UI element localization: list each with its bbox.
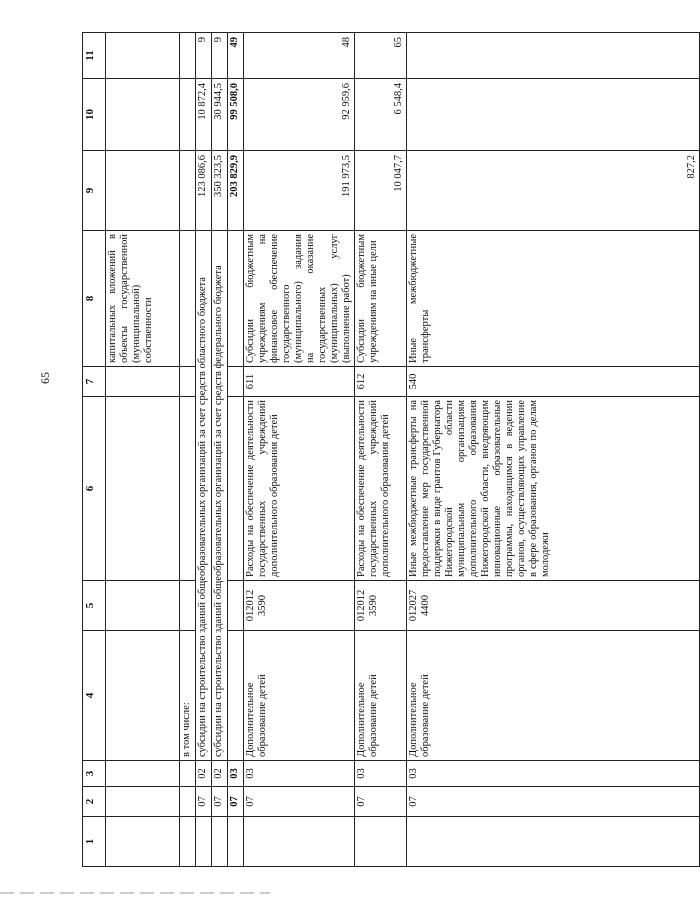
cell [228,581,244,631]
budget-table [82,32,700,867]
cell [106,581,180,631]
cell [228,397,244,581]
cell [180,761,196,787]
page-number: 65 [38,372,52,384]
cell-subsection: 03 [244,761,355,787]
cell-amount: 827,2 [407,151,700,231]
col-header-1: 1 [83,817,106,867]
cell [106,397,180,581]
cell-section: 07 [407,787,700,817]
cell-amount-executed: 99 508,0 [228,79,244,151]
cell [180,231,196,367]
cell-percent: 49 [228,33,244,79]
cell-percent: 65 [355,33,407,79]
cell-target-code: 012012 3590 [355,581,407,631]
cell [106,151,180,231]
cell [180,817,196,867]
cell-target-name: Расходы на обеспечение деятельности государственных учреждений дополнительного образования детей [244,397,355,581]
col-header-3: 3 [83,761,106,787]
table-row [212,33,228,867]
cell [228,631,244,761]
col-header-8: 8 [83,231,106,367]
cell [180,787,196,817]
cell-type-name: Субсидии бюджетным учреждениям на иные цели [355,231,407,367]
cell [106,79,180,151]
table-row [196,33,212,867]
cell-amount: 10 047,7 [355,151,407,231]
table-row [355,33,407,867]
table-row [407,33,700,867]
cell [106,631,180,761]
col-header-9: 9 [83,151,106,231]
cell-section: 07 [355,787,407,817]
cell-amount-executed: 30 944,5 [212,79,228,151]
cell [180,151,196,231]
cell-including-label: в том числе: [180,631,196,761]
col-header-4: 4 [83,631,106,761]
cell-amount-executed: 10 872,4 [196,79,212,151]
cell-amount-executed: 92 959,6 [244,79,355,151]
col-header-2: 2 [83,787,106,817]
cell [180,397,196,581]
header-row [83,33,106,867]
cell-section-name: Дополнительное образование детей [244,631,355,761]
cell [180,33,196,79]
cell [106,817,180,867]
cell-type-name: капитальных вложений в объекты государственной (муниципальной) собственности [106,231,180,367]
cell [228,817,244,867]
cell-expense-type: 540 [407,367,700,397]
cell-amount: 203 829,9 [228,151,244,231]
cell-expense-type: 612 [355,367,407,397]
cell [180,367,196,397]
cell-subsection: 02 [212,761,228,787]
cell [212,817,228,867]
cell-section: 07 [212,787,228,817]
cell-percent: 9 [212,33,228,79]
cell-amount-executed [407,79,700,151]
budget-table-rotated [82,33,697,867]
cell [196,817,212,867]
cell [355,817,407,867]
cell-target-name: Иные межбюджетные трансферты на предоставление мер государственной поддержки в виде грантов Губернатора Нижегородской области муниципальным организациям дополнительного образования Нижегородской области, внедряющим инновационные образовательные программы, находящимся в ведении органов, осуществляющих управление в сфере образования, органов по делам молодежи [407,397,700,581]
cell-percent [407,33,700,79]
cell-amount: 350 323,5 [212,151,228,231]
cell [244,817,355,867]
cell [407,817,700,867]
cell-section: 07 [244,787,355,817]
cell [228,231,244,367]
cell [180,581,196,631]
col-header-6: 6 [83,397,106,581]
col-header-10: 10 [83,79,106,151]
scan-edge-line [0,888,640,898]
cell-amount: 191 973,5 [244,151,355,231]
col-header-7: 7 [83,367,106,397]
cell-amount-executed: 6 548,4 [355,79,407,151]
col-header-5: 5 [83,581,106,631]
cell-target-code: 012012 3590 [244,581,355,631]
cell-type-name: Иные межбюджетные трансферты [407,231,700,367]
cell-expense-type: 611 [244,367,355,397]
cell-section: 07 [228,787,244,817]
cell [106,761,180,787]
cell [180,79,196,151]
table-row [106,33,180,867]
cell-section: 07 [196,787,212,817]
cell [228,367,244,397]
table-row [228,33,244,867]
col-header-11: 11 [83,33,106,79]
cell [106,787,180,817]
cell-target-code: 012027 4400 [407,581,700,631]
cell-subsection: 03 [355,761,407,787]
cell-target-name: Расходы на обеспечение деятельности государственных учреждений дополнительного образования детей [355,397,407,581]
table-row [244,33,355,867]
cell-subsidy-regional: субсидии на строительство зданий общеобразовательных организаций за счет средств областного бюджета [196,231,212,761]
cell-section-name: Дополнительное образование детей [355,631,407,761]
cell-amount: 123 086,6 [196,151,212,231]
cell-percent: 48 [244,33,355,79]
table-row [180,33,196,867]
cell [106,33,180,79]
cell-subsection: 03 [407,761,700,787]
cell-subsection: 02 [196,761,212,787]
cell-section-name: Дополнительное образование детей [407,631,700,761]
cell-subsection: 03 [228,761,244,787]
cell-percent: 9 [196,33,212,79]
cell-type-name: Субсидии бюджетным учреждениям на финансовое обеспечение государственного (муниципального) задания на оказание государственных (муниципальных) услуг (выполнение работ) [244,231,355,367]
cell [106,367,180,397]
cell-subsidy-federal: субсидии на строительство зданий общеобразовательных организаций за счет средств федерального бюджета [212,231,228,761]
